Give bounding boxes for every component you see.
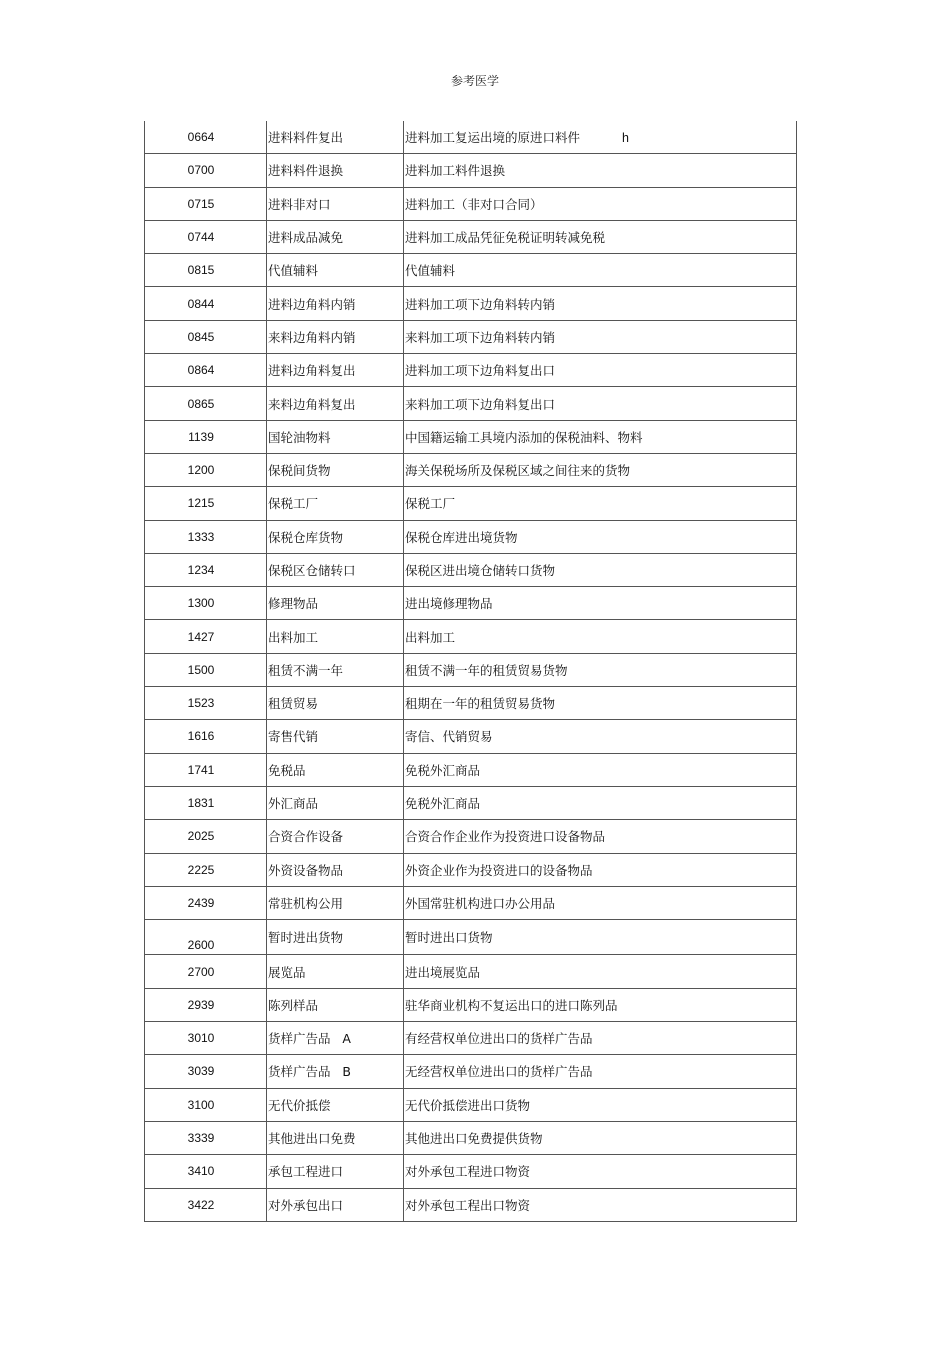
row-code: 1523 [145, 687, 267, 720]
row-description-text: 进料加工项下边角料转内销 [405, 296, 556, 312]
row-description [404, 520, 797, 553]
table-row [145, 254, 797, 287]
row-description [404, 853, 797, 886]
row-description-text: 中国籍运输工具境内添加的保税油料、物料 [405, 429, 643, 445]
row-description-text: 无经营权单位进出口的货样广告品 [405, 1064, 593, 1080]
row-code: 0700 [145, 154, 267, 187]
row-name: 货样广告品 A [267, 1022, 404, 1055]
row-description-text: 租赁不满一年的租赁贸易货物 [405, 662, 568, 678]
row-description-text: 进料加工料件退换 [405, 163, 506, 179]
row-name: 保税区仓储转口 [267, 553, 404, 586]
row-description [404, 720, 797, 753]
row-name: 常驻机构公用 [267, 886, 404, 919]
row-code: 1333 [145, 520, 267, 553]
row-description [404, 988, 797, 1021]
row-description [404, 487, 797, 520]
row-name: 免税品 [267, 753, 404, 786]
row-description [404, 553, 797, 586]
row-description [404, 453, 797, 486]
table-row [145, 453, 797, 486]
row-code: 3100 [145, 1088, 267, 1121]
row-code: 1139 [145, 420, 267, 453]
table-row [145, 753, 797, 786]
row-description [404, 1121, 797, 1154]
row-code: 0744 [145, 220, 267, 253]
row-code: 3422 [145, 1188, 267, 1221]
row-code: 0864 [145, 354, 267, 387]
page-header: 参考医学 [450, 74, 499, 88]
row-description-text: 对外承包工程出口物资 [405, 1197, 531, 1213]
row-code: 2600 [145, 920, 267, 955]
row-description-text: 免税外汇商品 [405, 762, 481, 778]
row-description [404, 653, 797, 686]
row-name: 陈列样品 [267, 988, 404, 1021]
table-row [145, 1188, 797, 1221]
row-description-text: 进料加工复运出境的原进口料件 [405, 130, 581, 146]
row-description-text: 进出境修理物品 [405, 596, 493, 612]
row-name: 合资合作设备 [267, 820, 404, 853]
row-code: 1616 [145, 720, 267, 753]
table-row [145, 920, 797, 955]
row-code: 1741 [145, 753, 267, 786]
table-row [145, 420, 797, 453]
row-description-text: 保税仓库进出境货物 [405, 529, 518, 545]
row-name: 保税仓库货物 [267, 520, 404, 553]
row-name: 暂时进出货物 [267, 920, 404, 955]
row-description-text: 外国常驻机构进口办公用品 [405, 895, 556, 911]
row-name: 外汇商品 [267, 786, 404, 819]
row-code: 2025 [145, 820, 267, 853]
row-description-text: 进料加工（非对口合同） [405, 196, 543, 212]
row-code: 1215 [145, 487, 267, 520]
row-code: 2939 [145, 988, 267, 1021]
row-description-text: 驻华商业机构不复运出口的进口陈列品 [405, 997, 618, 1013]
table-body [145, 121, 797, 1221]
row-code: 0844 [145, 287, 267, 320]
row-description [404, 287, 797, 320]
row-name: 保税间货物 [267, 453, 404, 486]
row-code: 1427 [145, 620, 267, 653]
row-name: 租赁贸易 [267, 687, 404, 720]
table-row [145, 653, 797, 686]
row-description-text: 保税区进出境仓储转口货物 [405, 563, 556, 578]
row-description [404, 620, 797, 653]
row-name: 货样广告品 B [267, 1055, 404, 1088]
row-code: 0664 [145, 121, 267, 154]
trade-mode-table [144, 121, 797, 1222]
table-row [145, 786, 797, 819]
table-row [145, 520, 797, 553]
row-name: 进料料件复出 [267, 121, 404, 154]
row-name: 寄售代销 [267, 720, 404, 753]
row-description-text: 进料加工项下边角料复出口 [405, 363, 556, 379]
row-description-text: 无代价抵偿进出口货物 [405, 1097, 531, 1113]
row-description-text: 进料加工成品凭征免税证明转减免税 [405, 230, 606, 246]
row-description-text: 其他进出口免费提供货物 [405, 1131, 543, 1147]
row-name: 承包工程进口 [267, 1155, 404, 1188]
row-code: 0845 [145, 320, 267, 353]
row-description [404, 121, 797, 154]
row-description [404, 955, 797, 988]
row-description [404, 1088, 797, 1121]
row-description [404, 1022, 797, 1055]
row-code: 3339 [145, 1121, 267, 1154]
table-row [145, 354, 797, 387]
table-row [145, 320, 797, 353]
row-name: 出料加工 [267, 620, 404, 653]
row-description [404, 254, 797, 287]
table-row [145, 955, 797, 988]
table-row [145, 687, 797, 720]
row-description-text: 暂时进出口货物 [405, 930, 493, 946]
row-description-text: 来料加工项下边角料复出口 [405, 396, 556, 412]
row-code: 2225 [145, 853, 267, 886]
row-description-text: 外资企业作为投资进口的设备物品 [405, 862, 593, 878]
row-description [404, 820, 797, 853]
row-code: 1200 [145, 453, 267, 486]
table-row [145, 154, 797, 187]
row-description-text: 出料加工 [405, 629, 456, 645]
row-description-text: 免税外汇商品 [405, 796, 481, 812]
row-description-text: 租期在一年的租赁贸易货物 [405, 696, 556, 712]
row-description [404, 320, 797, 353]
row-code: 3039 [145, 1055, 267, 1088]
row-description-text: 对外承包工程进口物资 [405, 1164, 531, 1180]
table-row [145, 1155, 797, 1188]
table-row [145, 1121, 797, 1154]
row-code: 0865 [145, 387, 267, 420]
table-row [145, 387, 797, 420]
table-row [145, 187, 797, 220]
row-description [404, 187, 797, 220]
row-code: 3410 [145, 1155, 267, 1188]
table-row [145, 1022, 797, 1055]
row-name: 对外承包出口 [267, 1188, 404, 1221]
table-row [145, 487, 797, 520]
row-name: 进料成品减免 [267, 220, 404, 253]
table-row [145, 553, 797, 586]
table-row [145, 988, 797, 1021]
row-description-text: 寄信、代销贸易 [405, 729, 493, 745]
row-description [404, 753, 797, 786]
row-description [404, 886, 797, 919]
table-row [145, 820, 797, 853]
table-row [145, 620, 797, 653]
row-name: 租赁不满一年 [267, 653, 404, 686]
row-name: 进料边角料复出 [267, 354, 404, 387]
row-code: 0815 [145, 254, 267, 287]
row-name: 展览品 [267, 955, 404, 988]
row-code: 1300 [145, 587, 267, 620]
table-row [145, 121, 797, 154]
row-description [404, 354, 797, 387]
row-description [404, 154, 797, 187]
row-description [404, 786, 797, 819]
row-description [404, 920, 797, 955]
row-name: 外资设备物品 [267, 853, 404, 886]
row-description [404, 1188, 797, 1221]
table-row [145, 287, 797, 320]
row-description-text: 合资合作企业作为投资进口设备物品 [405, 829, 606, 845]
row-code: 1500 [145, 653, 267, 686]
row-name: 来料边角料复出 [267, 387, 404, 420]
row-name: 保税工厂 [267, 487, 404, 520]
row-code: 2700 [145, 955, 267, 988]
row-name: 进料非对口 [267, 187, 404, 220]
row-description [404, 1055, 797, 1088]
row-name: 修理物品 [267, 587, 404, 620]
row-extra-mark: h [622, 131, 629, 146]
table-row [145, 1088, 797, 1121]
row-description-text: 代值辅料 [405, 263, 456, 279]
row-name: 其他进出口免费 [267, 1121, 404, 1154]
row-description-text: 进出境展览品 [405, 964, 481, 980]
row-code: 3010 [145, 1022, 267, 1055]
row-description-text: 海关保税场所及保税区域之间往来的货物 [405, 463, 631, 479]
row-description-text: 有经营权单位进出口的货样广告品 [405, 1031, 593, 1047]
row-name: 进料料件退换 [267, 154, 404, 187]
row-description [404, 587, 797, 620]
row-description-text: 来料加工项下边角料转内销 [405, 329, 556, 345]
row-description [404, 220, 797, 253]
table-row [145, 886, 797, 919]
row-description [404, 420, 797, 453]
row-code: 2439 [145, 886, 267, 919]
row-description [404, 1155, 797, 1188]
table-row [145, 1055, 797, 1088]
table-row [145, 220, 797, 253]
row-name: 进料边角料内销 [267, 287, 404, 320]
row-description [404, 687, 797, 720]
row-code: 1234 [145, 553, 267, 586]
row-name: 国轮油物料 [267, 420, 404, 453]
table-row [145, 853, 797, 886]
row-name: 代值辅料 [267, 254, 404, 287]
row-name: 来料边角料内销 [267, 320, 404, 353]
table-row [145, 720, 797, 753]
table-row [145, 587, 797, 620]
row-code: 0715 [145, 187, 267, 220]
row-description [404, 387, 797, 420]
row-name: 无代价抵偿 [267, 1088, 404, 1121]
row-description-text: 保税工厂 [405, 496, 456, 512]
row-code: 1831 [145, 786, 267, 819]
